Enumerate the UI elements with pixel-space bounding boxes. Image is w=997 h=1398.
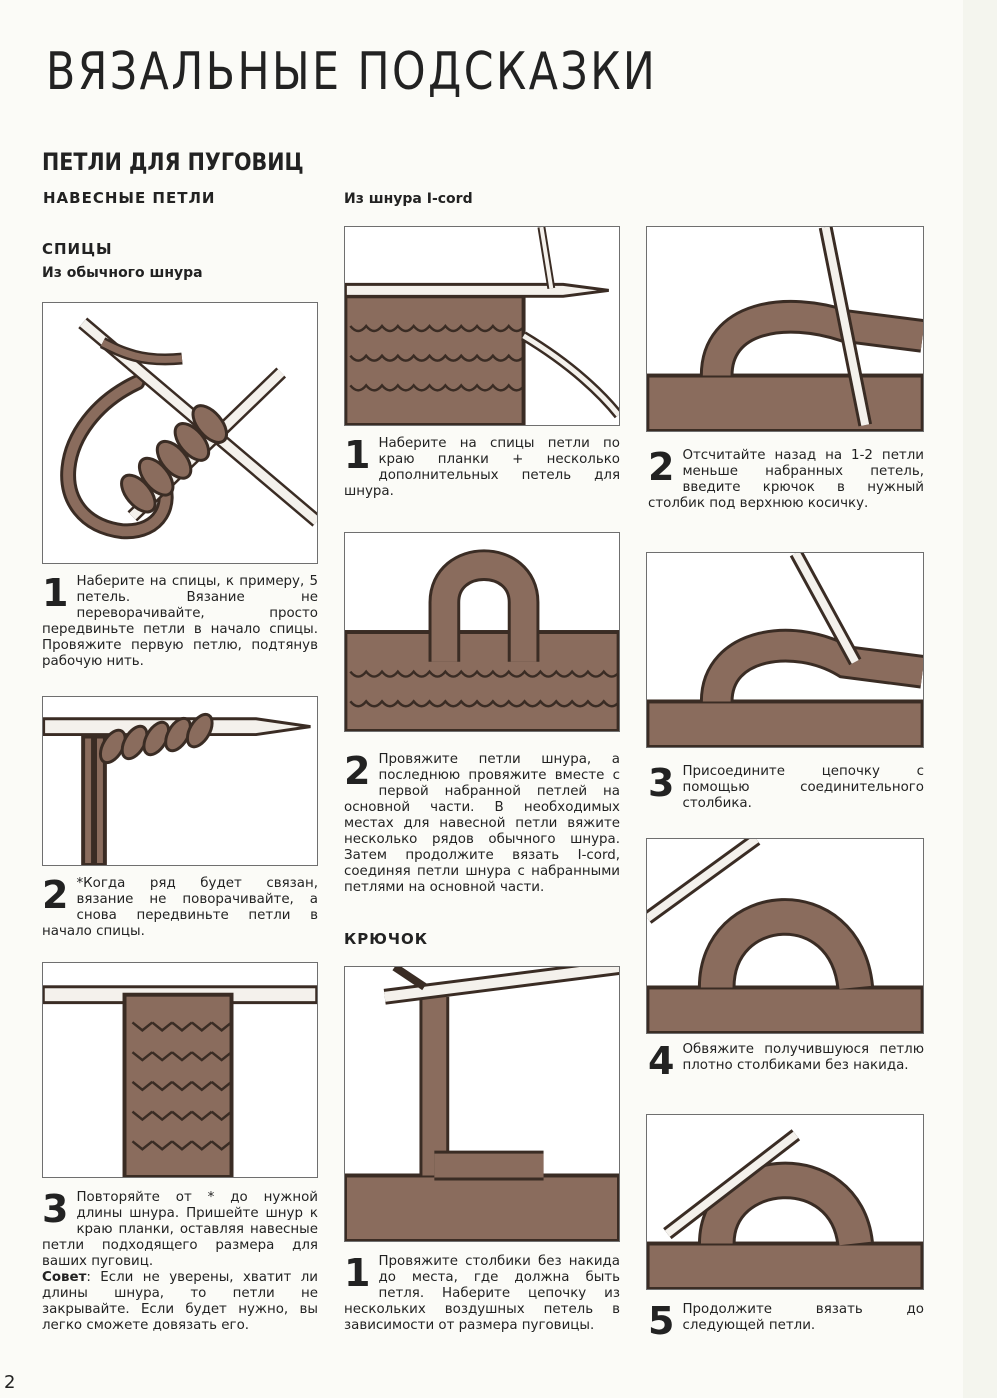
step-text: Отсчитайте назад на 1-2 петли меньше набранных петель, введите крючок в нужный столбик под верхнюю косичку. <box>648 448 924 511</box>
slip-stitch-illustration <box>647 553 923 747</box>
step-number: 4 <box>648 1039 675 1083</box>
step-number: 2 <box>648 445 675 489</box>
figure-middle-1 <box>344 226 620 426</box>
needles-cast-on-illustration <box>43 303 317 563</box>
step-number: 2 <box>42 873 69 917</box>
step-text: Наберите на спицы петли по краю планки + несколько дополнительных петель для шнура. <box>344 436 620 499</box>
right-step-4 <box>648 1039 924 1083</box>
figure-right-3 <box>646 552 924 748</box>
figure-middle-2 <box>344 532 620 732</box>
step-text: Продолжите вязать до следующей петли. <box>682 1302 924 1333</box>
middle-step-1 <box>344 433 620 500</box>
left-step-2 <box>42 873 318 940</box>
page-number: 2 <box>4 1372 16 1393</box>
step-text: Обвяжите получившуюся петлю плотно столбиками без накида. <box>682 1042 924 1073</box>
page-title: ВЯЗАЛЬНЫЕ ПОДСКАЗКИ <box>46 42 658 102</box>
step-number: 1 <box>344 433 371 477</box>
tip-paragraph <box>42 1270 318 1334</box>
step-number: 1 <box>344 1251 371 1295</box>
middle-step-2 <box>344 749 620 896</box>
subsection-title: НАВЕСНЫЕ ПЕТЛИ <box>43 189 216 207</box>
step-text: Провяжите столбики без накида до места, где должна быть петля. Наберите цепочку из нескольких воздушных петель в зависимости от размера пуговицы. <box>344 1254 620 1333</box>
continue-knitting-illustration <box>647 1115 923 1289</box>
figure-right-4 <box>646 838 924 1034</box>
section-title: ПЕТЛИ ДЛЯ ПУГОВИЦ <box>42 148 304 176</box>
left-step-1 <box>42 571 318 670</box>
hook-insert-illustration <box>647 227 923 431</box>
step-text: Провяжите петли шнура, а последнюю провяжите вместе с первой набранной петлей на основной части. В необходимых местах для навесной петли вяжите несколько рядов обычного шнура. Затем продолжите вязать I-cord, соединяя петли шнура с набранными петлями на основной части. <box>344 752 620 895</box>
left-step-3 <box>42 1187 318 1270</box>
right-step-2 <box>648 445 924 512</box>
figure-middle-3 <box>344 966 620 1242</box>
step-number: 5 <box>648 1299 675 1343</box>
step-text: Наберите на спицы, к примеру, 5 петель. Вязание не переворачивайте, просто передвиньте петли в начало спицы. Провяжите первую петлю, подтянув рабочую нить. <box>42 574 318 669</box>
page-edge <box>963 0 997 1398</box>
figure-left-3 <box>42 962 318 1178</box>
step-text: Присоедините цепочку с помощью соединительного столбика. <box>682 764 924 811</box>
i-cord-subheading: Из шнура I-cord <box>344 191 473 207</box>
tip-label: Совет <box>42 1270 87 1285</box>
right-step-5 <box>648 1299 924 1343</box>
step-number: 3 <box>648 761 675 805</box>
pick-up-stitches-illustration <box>345 227 619 425</box>
figure-right-5 <box>646 1114 924 1290</box>
slide-stitches-illustration <box>43 697 317 865</box>
tip-text: : Если не уверены, хватит ли длины шнура, то петли не закрывайте. Если будет нужно, вы легко сможете довязать его. <box>42 1270 318 1333</box>
regular-cord-subheading: Из обычного шнура <box>42 265 203 281</box>
figure-right-2 <box>646 226 924 432</box>
step-number: 2 <box>344 749 371 793</box>
step-text: Повторяйте от * до нужной длины шнура. Пришейте шнур к краю планки, оставляя навесные петли подходящего размера для ваших пуговиц. <box>42 1190 318 1269</box>
i-cord-loop-illustration <box>345 533 619 731</box>
crochet-chain-illustration <box>345 967 619 1241</box>
i-cord-tube-illustration <box>43 963 317 1177</box>
right-step-3 <box>648 761 924 812</box>
crochet-heading: КРЮЧОК <box>344 930 428 948</box>
crochet-step-1 <box>344 1251 620 1334</box>
figure-left-1 <box>42 302 318 564</box>
knitting-heading: СПИЦЫ <box>42 240 113 258</box>
figure-left-2 <box>42 696 318 866</box>
cover-loop-illustration <box>647 839 923 1033</box>
step-number: 3 <box>42 1187 69 1231</box>
step-text: *Когда ряд будет связан, вязание не поворачивайте, а снова передвиньте петли в начало спицы. <box>42 876 318 939</box>
step-number: 1 <box>42 571 69 615</box>
